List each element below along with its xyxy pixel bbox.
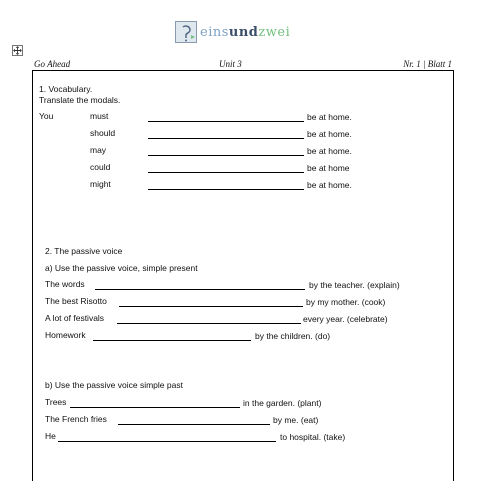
sentence-start: The words [45,279,85,289]
answer-line[interactable] [148,172,304,173]
answer-line[interactable] [148,138,304,139]
sentence-end: to hospital. (take) [280,432,346,442]
sentence-end: by the children. (do) [255,331,331,341]
sentence-end: by me. (eat) [273,415,319,425]
sentence-ending: be at home. [307,129,352,139]
sentence-end: by the teacher. (explain) [309,280,400,290]
modal-word: could [90,162,111,172]
sentence-ending: be at home. [307,180,352,190]
sentence-end: by my mother. (cook) [306,297,386,307]
modal-word: may [90,145,107,155]
modal-word: might [90,179,111,189]
sentence-start: Homework [45,330,86,340]
sentence-start: He [45,431,56,441]
header-left: Go Ahead [34,59,71,69]
sentence-ending: be at home. [307,146,352,156]
section2-title: 2. The passive voice [45,246,123,256]
answer-line[interactable] [58,441,276,442]
part-a-instruction: a) Use the passive voice, simple present [45,263,198,273]
answer-line[interactable] [93,340,251,341]
answer-line[interactable] [70,407,240,408]
sentence-start: The French fries [45,414,107,424]
einsundzwei-logo [175,19,290,45]
header-right: Nr. 1 | Blatt 1 [403,59,452,69]
answer-line[interactable] [117,323,301,324]
modal-word: should [90,128,116,138]
sentence-ending: be at home [307,163,350,173]
sentence-start: A lot of festivals [45,313,105,323]
logo-emblem-icon [175,21,197,43]
answer-line[interactable] [118,424,270,425]
part-b-instruction: b) Use the passive voice simple past [45,380,183,390]
answer-line[interactable] [119,306,303,307]
sentence-start: Trees [45,397,67,407]
logo-wordmark: einsundzwei [200,24,291,40]
answer-line[interactable] [148,155,304,156]
modal-word: must [90,111,109,121]
answer-line[interactable] [95,289,305,290]
section1-title: 1. Vocabulary. [39,84,93,94]
section1-subject: You [39,111,54,121]
sentence-ending: be at home. [307,112,352,122]
table-move-handle-icon[interactable] [12,45,23,56]
answer-line[interactable] [148,121,304,122]
header-center: Unit 3 [219,59,242,69]
section1-instruction: Translate the modals. [39,95,121,105]
sentence-end: in the garden. (plant) [243,398,322,408]
sentence-start: The best Risotto [45,296,107,306]
sentence-end: every year. (celebrate) [303,314,388,324]
answer-line[interactable] [148,189,304,190]
